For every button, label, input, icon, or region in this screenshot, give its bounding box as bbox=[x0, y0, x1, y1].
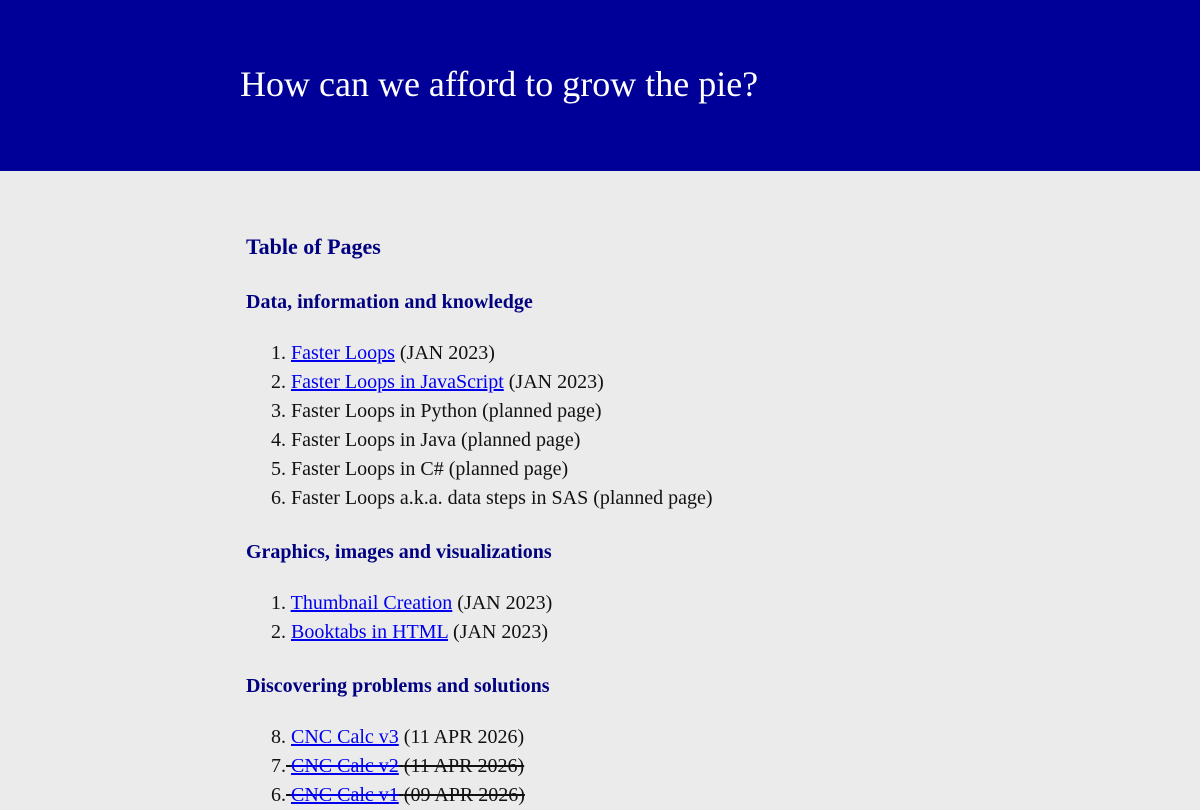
toc-title: Table of Pages bbox=[246, 234, 381, 259]
item-date: (JAN 2023) bbox=[457, 592, 553, 614]
list-number: 1. bbox=[271, 592, 286, 614]
list-item bbox=[246, 589, 552, 618]
list-number: 2. bbox=[271, 371, 286, 393]
item-date: (JAN 2023) bbox=[508, 371, 604, 393]
item-text: Faster Loops in C# (planned page) bbox=[291, 458, 569, 480]
list-number: 5. bbox=[271, 458, 286, 480]
item-date: (11 APR 2026) bbox=[403, 755, 525, 777]
list-item bbox=[246, 397, 713, 426]
link-faster-loops-javascript[interactable]: Faster Loops in JavaScript bbox=[291, 371, 504, 393]
page-list-data bbox=[246, 339, 713, 513]
list-item bbox=[246, 339, 713, 368]
item-date: (JAN 2023) bbox=[453, 621, 549, 643]
list-item bbox=[246, 752, 525, 781]
list-number: 2. bbox=[271, 621, 286, 643]
section-heading-graphics: Graphics, images and visualizations bbox=[246, 541, 552, 563]
list-item bbox=[246, 368, 713, 397]
page-header bbox=[0, 0, 1200, 171]
list-number: 7. bbox=[271, 755, 286, 777]
item-text: Faster Loops in Java (planned page) bbox=[291, 429, 581, 451]
item-text: Faster Loops a.k.a. data steps in SAS (planned page) bbox=[291, 487, 713, 509]
link-cnc-calc-v2[interactable]: CNC Calc v2 bbox=[291, 755, 399, 777]
link-cnc-calc-v3[interactable]: CNC Calc v3 bbox=[291, 726, 399, 748]
item-date: (09 APR 2026) bbox=[403, 784, 525, 806]
page-list-graphics bbox=[246, 589, 552, 647]
list-item bbox=[246, 781, 525, 810]
list-number: 6. bbox=[271, 784, 286, 806]
page-title: How can we afford to grow the pie? bbox=[240, 64, 759, 104]
link-cnc-calc-v1[interactable]: CNC Calc v1 bbox=[291, 784, 399, 806]
item-text: Faster Loops in Python (planned page) bbox=[291, 400, 602, 422]
list-number: 1. bbox=[271, 342, 286, 364]
list-number: 4. bbox=[271, 429, 286, 451]
link-faster-loops[interactable]: Faster Loops bbox=[291, 342, 395, 364]
link-booktabs-html[interactable]: Booktabs in HTML bbox=[291, 621, 449, 643]
section-heading-problems: Discovering problems and solutions bbox=[246, 675, 550, 697]
section-heading-data: Data, information and knowledge bbox=[246, 291, 533, 313]
link-thumbnail-creation[interactable]: Thumbnail Creation bbox=[290, 592, 453, 614]
list-item bbox=[246, 455, 713, 484]
item-date: (11 APR 2026) bbox=[403, 726, 525, 748]
list-number: 6. bbox=[271, 487, 286, 509]
list-item bbox=[246, 426, 713, 455]
page-list-problems bbox=[246, 723, 525, 810]
list-item bbox=[246, 618, 552, 647]
list-item bbox=[246, 484, 713, 513]
list-number: 3. bbox=[271, 400, 286, 422]
list-number: 8. bbox=[271, 726, 286, 748]
item-date: (JAN 2023) bbox=[399, 342, 495, 364]
list-item bbox=[246, 723, 525, 752]
